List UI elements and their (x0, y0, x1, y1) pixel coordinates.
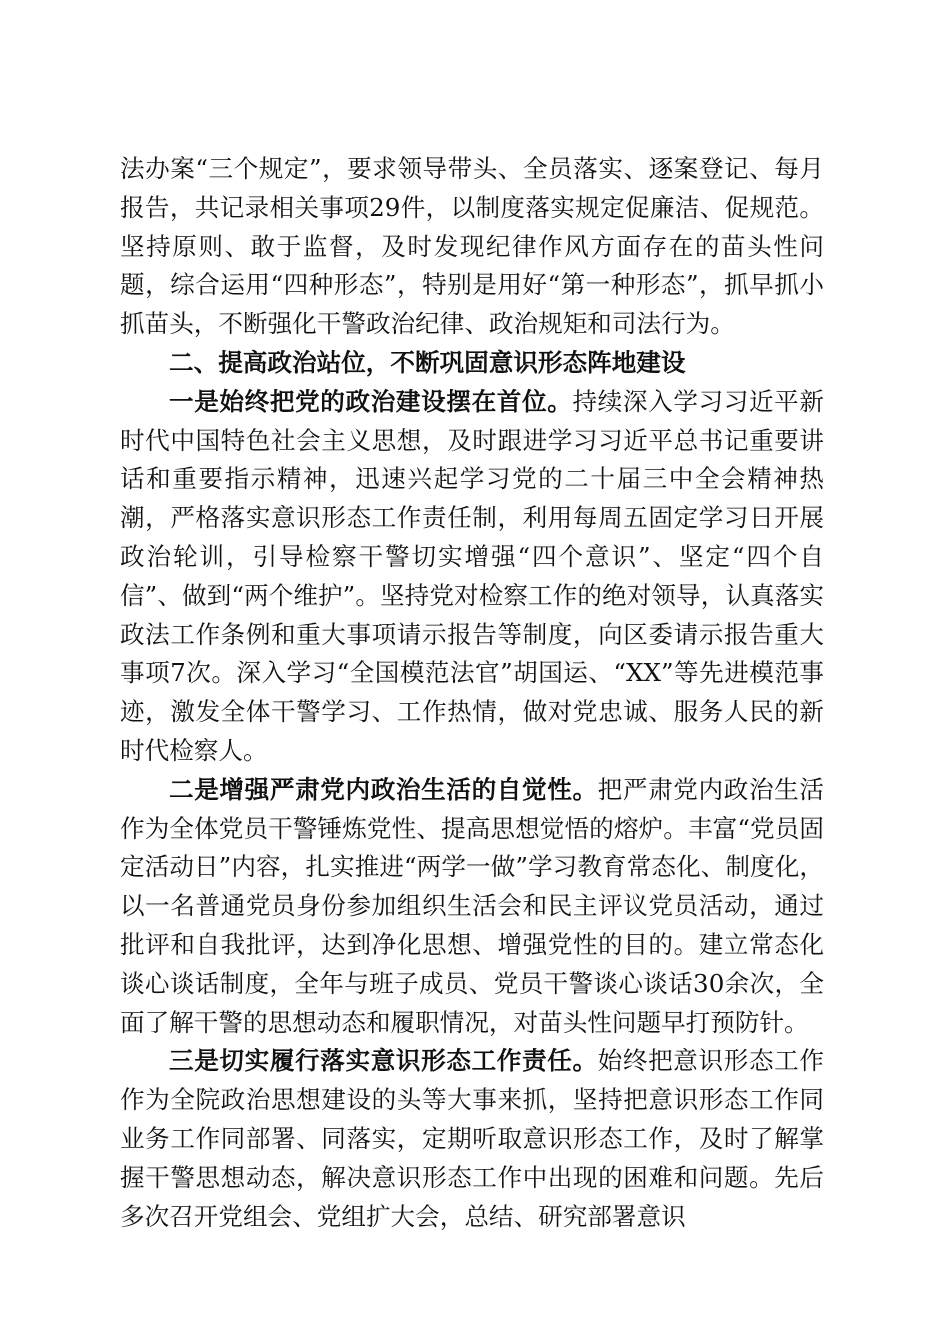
paragraph-party-life (120, 771, 824, 1043)
paragraph-continuation (120, 150, 824, 344)
paragraph-political-building (120, 383, 824, 771)
paragraph-lead: 二是增强严肃党内政治生活的自觉性。 (169, 774, 598, 804)
section-heading: 二、提高政治站位，不断巩固意识形态阵地建设 (169, 347, 686, 377)
paragraph-text: 始终把意识形态工作作为全院政治思想建设的头等大事来抓，坚持把意识形态工作同业务工作同部署、同落实，定期听取意识形态工作，及时了解掌握干警思想动态，解决意识形态工作中出现的困难和问题。先后多次召开党组会、党组扩大会，总结、研究部署意识 (120, 1046, 824, 1231)
paragraph-text: 法办案“三个规定”，要求领导带头、全员落实、逐案登记、每月报告，共记录相关事项29件，以制度落实规定促廉洁、促规范。坚持原则、敢于监督，及时发现纪律作风方面存在的苗头性问题，综合运用“四种形态”，特别是用好“第一种形态”，抓早抓小抓苗头，不断强化干警政治纪律、政治规矩和司法行为。 (120, 154, 824, 339)
paragraph-ideology-responsibility (120, 1042, 824, 1236)
paragraph-text: 持续深入学习习近平新时代中国特色社会主义思想，及时跟进学习习近平总书记重要讲话和重要指示精神，迅速兴起学习党的二十届三中全会精神热潮，严格落实意识形态工作责任制，利用每周五固定学习日开展政治轮训，引导检察干警切实增强“四个意识”、坚定“四个自信”、做到“两个维护”。坚持党对检察工作的绝对领导，认真落实政法工作条例和重大事项请示报告等制度，向区委请示报告重大事项7次。深入学习“全国模范法官”胡国运、“XX”等先进模范事迹，激发全体干警学习、工作热情，做对党忠诚、服务人民的新时代检察人。 (120, 386, 824, 765)
document-body (120, 150, 824, 1236)
paragraph-text: 把严肃党内政治生活作为全体党员干警锤炼党性、提高思想觉悟的熔炉。丰富“党员固定活动日”内容，扎实推进“两学一做”学习教育常态化、制度化，以一名普通党员身份参加组织生活会和民主评议党员活动，通过批评和自我批评，达到净化思想、增强党性的目的。建立常态化谈心谈话制度，全年与班子成员、党员干警谈心谈话30余次，全面了解干警的思想动态和履职情况，对苗头性问题早打预防针。 (120, 774, 824, 1037)
paragraph-lead: 一是始终把党的政治建设摆在首位。 (169, 386, 573, 416)
paragraph-lead: 三是切实履行落实意识形态工作责任。 (169, 1046, 598, 1076)
